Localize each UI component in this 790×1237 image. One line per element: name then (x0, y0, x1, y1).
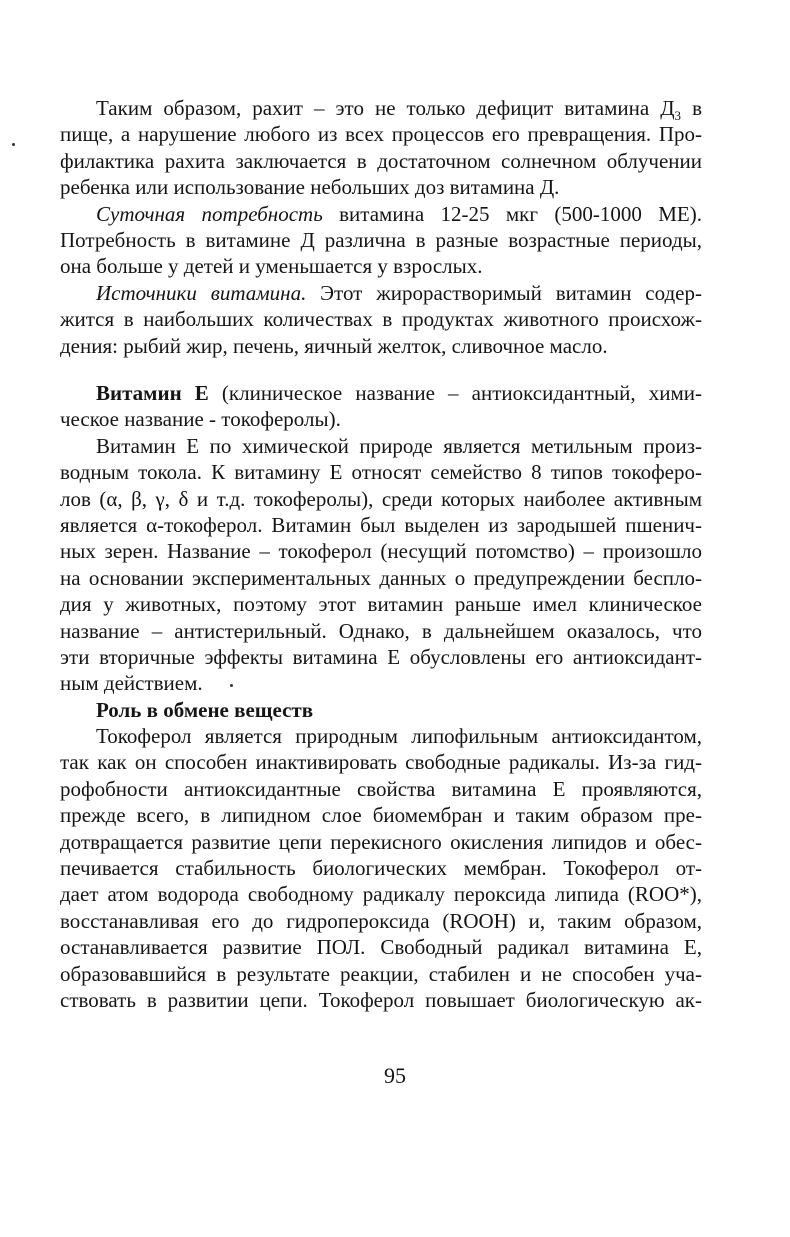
text-line: пище, а нарушение любого из всех процессов его превращения. Про- (60, 122, 702, 147)
rickets-section (60, 95, 702, 359)
italic-term: Источники витамина. (96, 280, 307, 305)
text-line: ных зерен. Название – токоферол (несущий потомство) – произошло (60, 539, 702, 564)
scan-speck (230, 684, 233, 687)
text-line: Суточная потребность витамина 12-25 мкг (500-1000 МЕ). (96, 201, 702, 226)
text-line: филактика рахита заключается в достаточном солнечном облучении (60, 148, 702, 173)
text-line: так как он способен инактивировать свободные радикалы. Из-за гид- (60, 750, 702, 775)
text-line: рофобности антиоксидантные свойства витамина Е проявляются, (60, 776, 702, 801)
text-line: на основании экспериментальных данных о предупреждении беспло- (60, 565, 702, 590)
text-line (60, 697, 702, 723)
vitamin-e-section (60, 380, 702, 1013)
text-line: дия у животных, поэтому этот витамин раньше имел клиническое (60, 592, 702, 617)
text-line: Источники витамина. Этот жирорастворимый витамин содер- (96, 280, 702, 305)
text-line: останавливается развитие ПОЛ. Свободный радикал витамина Е, (60, 935, 702, 960)
text-line: печивается стабильность биологических мембран. Токоферол от- (60, 856, 702, 881)
page-number: 95 (384, 1063, 406, 1088)
text-line: восстанавливая его до гидропероксида (ROOH) и, таким образом, (60, 908, 702, 933)
subsection-heading: Роль в обмене веществ (96, 697, 314, 722)
text-line: является α-токоферол. Витамин был выделен из зародышей пшенич- (60, 512, 702, 537)
italic-term: Суточная потребность (96, 201, 323, 226)
text-line: водным токола. К витамину Е относят семейство 8 типов токоферо- (60, 460, 702, 485)
text-line: эти вторичные эффекты витамина Е обусловлены его антиоксидант- (60, 644, 702, 669)
text-line: Потребность в витамине Д различна в разные возрастные периоды, (60, 227, 702, 252)
text-line: название – антистерильный. Однако, в дальнейшем оказалось, что (60, 618, 702, 643)
text-line: лов (α, β, γ, δ и т.д. токоферолы), среди которых наиболее активным (60, 486, 702, 511)
text-line: Витамин Е (клиническое название – антиоксидантный, хими- (96, 381, 702, 405)
subscript-3: 3 (674, 108, 682, 122)
text-line: она больше у детей и уменьшается у взрослых. (60, 254, 483, 279)
text-line: прежде всего, в липидном слое биомембран и таким образом пре- (60, 803, 702, 828)
text-line: жится в наибольших количествах в продуктах животного происхож- (60, 307, 702, 332)
text-line: ческое название - токоферолы). (60, 407, 341, 432)
text-line: дения: рыбий жир, печень, яичный желток, сливочное масло. (60, 333, 608, 358)
text-line: Токоферол является природным липофильным антиоксидантом, (96, 724, 702, 749)
text-line: образовавшийся в результате реакции, стабилен и не способен уча- (60, 961, 702, 986)
section-heading: Витамин Е (96, 381, 209, 405)
text-line: дает атом водорода свободному радикалу пероксида липида (ROO*), (60, 882, 702, 907)
scan-speck (12, 143, 15, 146)
text-line: ребенка или использование небольших доз витамина Д. (60, 175, 560, 200)
text-line: дотвращается развитие цепи перекисного окисления липидов и обес- (60, 829, 702, 854)
text-line: Витамин Е по химической природе является метильным произ- (96, 433, 702, 458)
text-line: Таким образом, рахит – это не только дефицит витамина $Д_3$ в (96, 96, 702, 122)
text-line: ным действием. (60, 671, 203, 696)
text-line: ствовать в развитии цепи. Токоферол повышает биологическую ак- (60, 987, 702, 1012)
